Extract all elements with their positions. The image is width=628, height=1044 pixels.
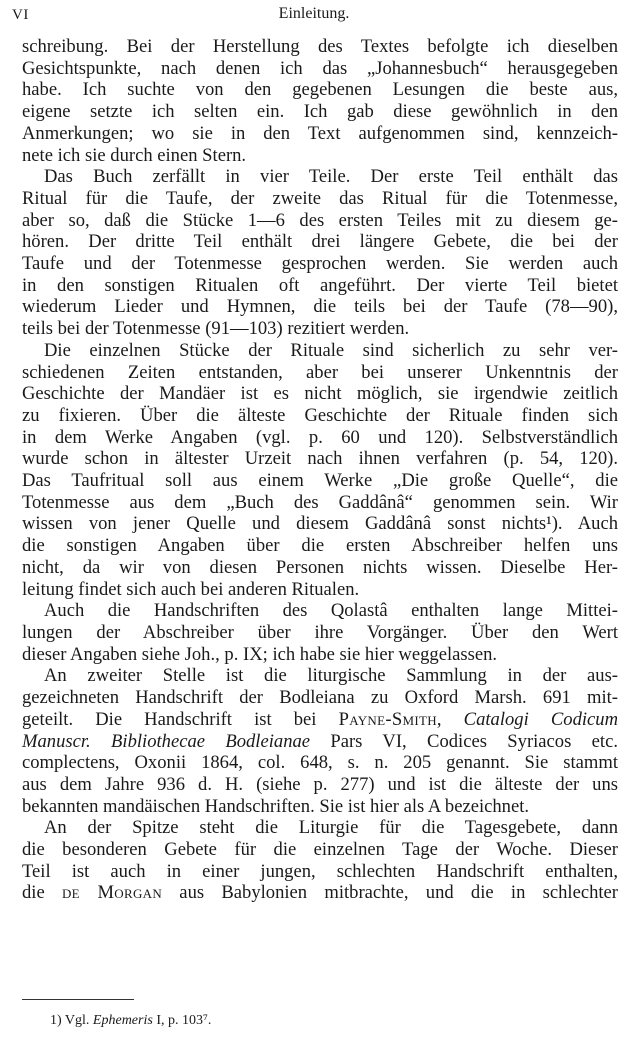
text-line: die sonstigen Angaben über die ersten Abschreiber helfen uns — [22, 535, 618, 557]
running-title: Einleitung. — [278, 5, 350, 22]
footnote-title: Ephemeris — [92, 1013, 153, 1028]
text-line: nicht, da wir von diesen Personen nichts wissen. Dieselbe Her- — [22, 556, 618, 578]
text-line: complectens, Oxonii 1864, col. 648, s. n. 205 genannt. Sie stammt — [22, 752, 618, 774]
text-line: schreibung. Bei der Herstellung des Textes befolgte ich dieselben — [22, 36, 618, 57]
body-text — [22, 36, 618, 904]
text-line: aus dem Jahre 936 d. H. (siehe p. 277) und ist die älteste der uns — [22, 773, 618, 795]
catalog-title: Catalogi Codicum — [463, 708, 619, 730]
text-segment: , — [436, 708, 464, 730]
text-line: wiederum Lieder und Hymnen, die teils bei der Taufe (78—90), — [22, 296, 618, 318]
page-header — [12, 3, 616, 27]
text-line — [22, 731, 618, 753]
text-line: Gesichtspunkte, nach denen ich das „Johannesbuch“ herausgegeben — [22, 57, 618, 79]
footnote-rule — [22, 999, 134, 1000]
text-line: Totenmesse aus dem „Buch des Gaddânâ“ genommen sein. Wir — [22, 491, 618, 513]
text-segment: geteilt. Die Handschrift ist bei — [22, 708, 339, 730]
text-line: Teil ist auch in einer jungen, schlechten Handschrift enthalten, — [22, 860, 618, 882]
text-line: teils bei der Totenmesse (91—103) rezitiert werden. — [22, 318, 410, 340]
text-line: gezeichneten Handschrift der Bodleiana zu Oxford Marsh. 691 mit- — [22, 687, 618, 709]
footnote — [50, 1013, 211, 1029]
text-line: Die einzelnen Stücke der Rituale sind sicherlich zu sehr ver- — [44, 339, 618, 361]
text-line: in den sonstigen Ritualen oft angeführt. Der vierte Teil bietet — [22, 274, 618, 296]
text-line: Das Buch zerfällt in vier Teile. Der erste Teil enthält das — [44, 166, 618, 188]
text-segment: Pars VI, Codices Syriacos etc. — [310, 730, 619, 752]
text-line: An der Spitze steht die Liturgie für die Tagesgebete, dann — [44, 817, 618, 839]
text-line: eigene setzte ich selten ein. Ich gab diese gewöhnlich in den — [22, 101, 618, 123]
text-line: lungen der Abschreiber über ihre Vorgänger. Über den Wert — [22, 621, 618, 643]
page-number: VI — [12, 7, 29, 23]
text-line: dieser Angaben siehe Joh., p. IX; ich habe sie hier weggelassen. — [22, 643, 498, 665]
text-line: leitung findet sich auch bei anderen Ritualen. — [22, 578, 360, 600]
text-line: Anmerkungen; wo sie in den Text aufgenommen sind, kennzeich- — [22, 122, 618, 144]
footnote-marker: 1) Vgl. — [50, 1013, 93, 1028]
text-line: Auch die Handschriften des Qolastâ enthalten lange Mittei- — [44, 600, 618, 622]
text-line: wurde schon in ältester Urzeit nach ihnen verfahren (p. 54, 120). — [22, 448, 618, 470]
text-line: Ritual für die Taufe, der zweite das Ritual für die Totenmesse, — [22, 187, 618, 209]
text-line: Taufe und der Totenmesse gesprochen werden. Sie werden auch — [22, 253, 618, 275]
text-line: wissen von jener Quelle und diesem Gaddânâ sonst nichts¹). Auch — [22, 513, 618, 535]
text-segment: die — [22, 882, 62, 904]
text-line: die besonderen Gebete für die einzelnen Tage der Woche. Dieser — [22, 839, 618, 861]
text-line: schiedenen Zeiten entstanden, aber bei unserer Unkenntnis der — [22, 361, 618, 383]
author-name: Payne-Smith — [338, 708, 437, 730]
catalog-title: Manuscr. Bibliothecae Bodleianae — [22, 730, 311, 752]
text-line: Das Taufritual soll aus einem Werke „Die große Quelle“, die — [22, 470, 618, 492]
text-line: bekannten mandäischen Handschriften. Sie ist hier als A bezeichnet. — [22, 795, 530, 817]
text-line: habe. Ich suchte von den gegebenen Lesungen die beste aus, — [22, 79, 618, 101]
text-line: nete ich sie durch einen Stern. — [22, 144, 247, 166]
text-line: Geschichte der Mandäer ist es nicht möglich, sie irgendwie zeitlich — [22, 383, 618, 405]
text-segment: aus Babylonien mitbrachte, und die in schlechter — [162, 882, 618, 904]
text-line: An zweiter Stelle ist die liturgische Sammlung in der aus- — [44, 665, 618, 687]
person-name: de Morgan — [61, 882, 163, 904]
text-line: zu fixieren. Über die älteste Geschichte der Rituale finden sich — [22, 404, 618, 426]
footnote-rest: I, p. 103⁷. — [152, 1013, 212, 1028]
text-line — [22, 709, 618, 731]
text-line — [22, 882, 618, 904]
text-line: in dem Werke Angaben (vgl. p. 60 und 120). Selbstverständlich — [22, 426, 618, 448]
text-line: aber so, daß die Stücke 1—6 des ersten Teiles mit zu diesem ge- — [22, 209, 618, 231]
text-line: hören. Der dritte Teil enthält drei längere Gebete, die bei der — [22, 231, 618, 253]
